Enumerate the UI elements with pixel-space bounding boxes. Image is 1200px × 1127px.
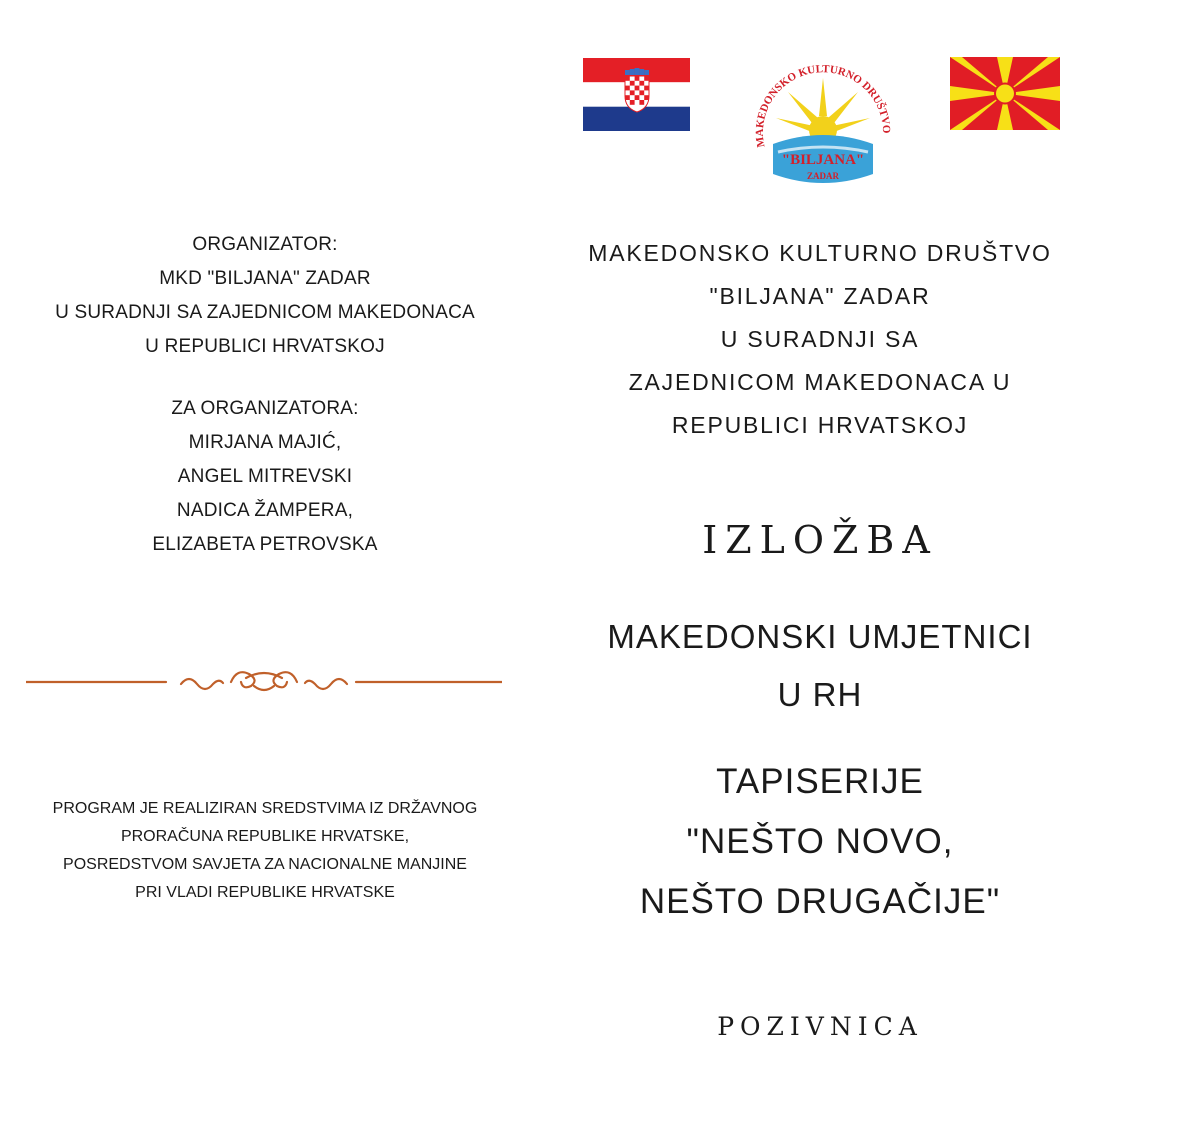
organizer-partner-country: U REPUBLICI HRVATSKOJ [145,336,385,357]
funding-note-line: PRORAČUNA REPUBLIKE HRVATSKE, [120,828,410,845]
funding-note-line: POSREDSTVOM SAVJETA ZA NACIONALNE MANJINE [63,856,467,873]
for-organizer-person: ELIZABETA PETROVSKA [152,534,378,555]
logo-name: "BILJANA" [781,152,865,168]
for-organizer-person: NADICA ŽAMPERA, [176,500,354,521]
society-partner-country: REPUBLICI HRVATSKOJ [671,412,969,438]
for-organizer-person: ANGEL MITREVSKI [177,466,353,487]
subtitle-line: U RH [777,676,863,713]
exhibition-title: IZLOŽBA [702,518,938,562]
tapestry-line: TAPISERIJE [716,762,924,801]
funding-note-line: PRI VLADI REPUBLIKE HRVATSKE [135,884,395,901]
biljana-logo-icon [748,56,898,196]
society-partner: U SURADNJI SA [720,326,920,352]
exhibition-subtitle [560,608,1080,724]
tapestry-title [560,752,1080,932]
for-organizer-heading: ZA ORGANIZATORA: [171,398,359,419]
funding-note [0,795,530,907]
tapestry-line: NEŠTO DRUGAČIJE" [639,882,1001,921]
croatia-flag-icon [583,58,690,131]
logo-ring-text: MAKEDONSKO KULTURNO DRUŠTVO [753,63,893,149]
tapestry-line: "NEŠTO NOVO, [686,822,954,861]
for-organizer-person: MIRJANA MAJIĆ, [188,432,342,453]
invitation-label: POZIVNICA [717,1012,923,1041]
ornament-divider-icon [26,662,502,702]
organizer-name: MKD "BILJANA" ZADAR [159,268,371,289]
macedonia-flag-icon [950,57,1060,130]
subtitle-line: MAKEDONSKI UMJETNICI [607,618,1033,655]
society-partner: ZAJEDNICOM MAKEDONACA U [628,369,1012,395]
organizer-partner: U SURADNJI SA ZAJEDNICOM MAKEDONACA [55,302,475,323]
organizer-heading: ORGANIZATOR: [192,234,338,255]
logo-city: ZADAR [806,171,840,181]
society-header [560,232,1080,447]
funding-note-line: PROGRAM JE REALIZIRAN SREDSTVIMA IZ DRŽAVNOG [52,800,478,817]
society-name: MAKEDONSKO KULTURNO DRUŠTVO [588,240,1052,266]
organizer-block [0,228,530,562]
society-name-city: "BILJANA" ZADAR [709,283,931,309]
